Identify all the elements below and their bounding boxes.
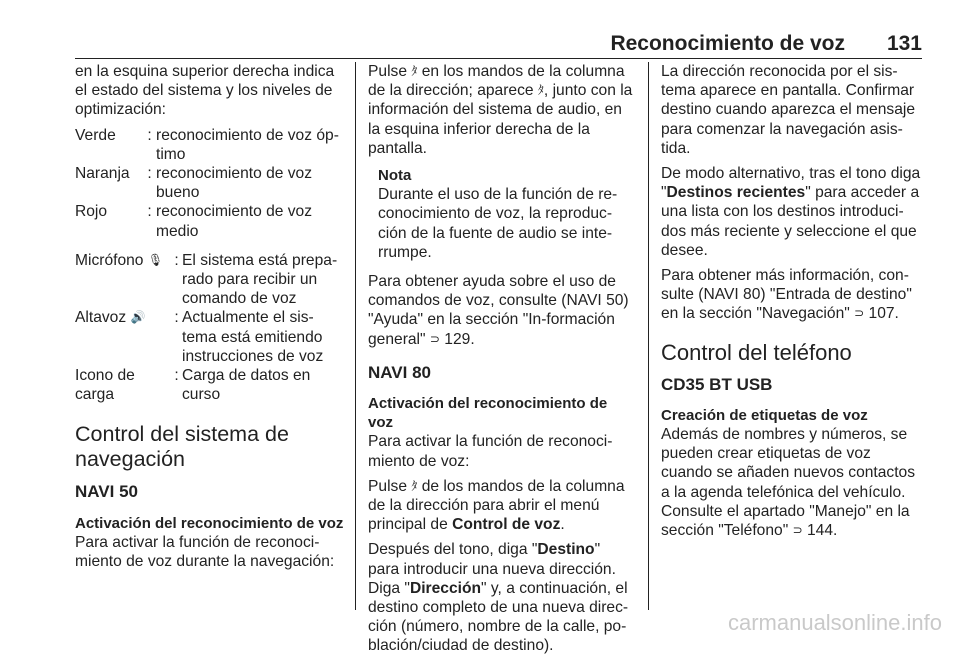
description: reconocimiento de voz medio bbox=[156, 203, 313, 240]
topic-title: Activación del reconocimiento de voz bbox=[75, 514, 344, 532]
watermark: carmanualsonline.info bbox=[727, 610, 942, 635]
description: El sistema está prepa-rado para recibir un comando de voz bbox=[182, 251, 338, 308]
list-item: Naranja : reconocimiento de voz bueno bbox=[75, 164, 345, 202]
status-icon-list bbox=[75, 251, 345, 405]
reference-arrow-icon: ⊃ bbox=[792, 523, 803, 538]
body-text: Para obtener más información, con-sulte (NAVI 80) "Entrada de destino" en la sección "Navegación" ⊃ 107. bbox=[661, 267, 912, 323]
body-text: Después del tono, diga "Destino" para introducir una nueva dirección. Diga "Dirección" y, a continuación, el destino completo de una nueva direc-ción (número, nombre de la calle, po-blación/ciudad de destino). bbox=[368, 541, 629, 655]
speaker-icon: 🔊 bbox=[130, 310, 146, 325]
body-text: Además de nombres y números, se pueden crear etiquetas de voz cuando se añaden nuevos contactos a la agenda telefónica del vehículo. Consulte el apartado "Manejo" en la sección "Teléfono" ⊃ 144. bbox=[661, 426, 916, 540]
note-text: Durante el uso de la función de re-conocimiento de voz, la reproduc-ción de la fuente de audio se inte-rrumpe. bbox=[378, 186, 618, 261]
list-item: Verde : reconocimiento de voz óp-timo bbox=[75, 126, 345, 164]
body-text: Pulse ﾀ en los mandos de la columna de la dirección; aparece ﾀ, junto con la información del sistema de audio, en la esquina inferior derecha de la pantalla. bbox=[368, 63, 633, 157]
body-text: De modo alternativo, tras el tono diga "Destinos recientes" para acceder a una lista con los destinos introduci-dos más reciente y seleccione el que desee. bbox=[661, 165, 921, 259]
description: reconocimiento de voz óp-timo bbox=[156, 126, 339, 163]
section-title-phone: Control del teléfono bbox=[661, 339, 852, 365]
subsection-navi-80: NAVI 80 bbox=[368, 362, 431, 382]
column-1 bbox=[75, 62, 345, 577]
topic-title: Activación del reconocimiento de voz bbox=[368, 395, 608, 432]
column-3 bbox=[661, 62, 926, 546]
description: Actualmente el sis-tema está emitiendo instrucciones de voz bbox=[182, 309, 324, 365]
term: Naranja bbox=[75, 165, 130, 183]
page-number: 131 bbox=[886, 32, 922, 55]
note-title: Nota bbox=[378, 167, 412, 185]
microphone-icon: 🎙 bbox=[147, 252, 164, 267]
term: Rojo bbox=[75, 203, 108, 221]
body-text: Para activar la función de reconoci-miento de voz durante la navegación: bbox=[75, 533, 335, 571]
voice-control-icon: ﾀ bbox=[411, 478, 418, 493]
note-box bbox=[378, 166, 634, 262]
term: Verde bbox=[75, 126, 116, 144]
body-text: La dirección reconocida por el sis-tema aparece en pantalla. Confirmar destino cuando aparezca el mensaje para comenzar la navegación asis-tida. bbox=[661, 63, 915, 157]
status-color-list bbox=[75, 126, 345, 241]
subsection-navi-50: NAVI 50 bbox=[75, 482, 138, 502]
header-rule bbox=[75, 58, 922, 59]
list-item: Micrófono 🎙 : El sistema está prepa-rado para recibir un comando de voz bbox=[75, 251, 345, 309]
description: Carga de datos en curso bbox=[182, 367, 311, 404]
intro-text: en la esquina superior derecha indica el estado del sistema y los niveles de optimización: bbox=[75, 63, 335, 119]
page-title: Reconocimiento de voz bbox=[610, 32, 845, 55]
page-header bbox=[0, 0, 960, 58]
topic-title: Creación de etiquetas de voz bbox=[661, 406, 868, 424]
subsection-cd35: CD35 BT USB bbox=[661, 374, 773, 394]
term: Icono de carga bbox=[75, 367, 135, 404]
description: reconocimiento de voz bueno bbox=[156, 165, 313, 202]
column-divider-2 bbox=[648, 62, 649, 610]
body-text: Pulse ﾀ de los mandos de la columna de la dirección para abrir el menú principal de Control de voz. bbox=[368, 477, 625, 534]
column-2 bbox=[368, 62, 634, 662]
list-item: Icono de carga : Carga de datos en curso bbox=[75, 366, 345, 404]
column-divider-1 bbox=[355, 62, 356, 610]
reference-arrow-icon: ⊃ bbox=[854, 306, 865, 321]
body-text: Para activar la función de reconoci-miento de voz: bbox=[368, 433, 613, 470]
body-text: Para obtener ayuda sobre el uso de comandos de voz, consulte (NAVI 50) "Ayuda" en la sección "In-formación general" ⊃ 129. bbox=[368, 273, 629, 348]
list-item: Altavoz 🔊 : Actualmente el sis-tema está emitiendo instrucciones de voz bbox=[75, 308, 345, 366]
term: Micrófono 🎙 bbox=[75, 251, 164, 269]
voice-control-icon: ﾀ bbox=[411, 64, 418, 78]
section-title-navigation: Control del sistema de navegación bbox=[75, 422, 289, 472]
term: Altavoz 🔊 bbox=[75, 309, 146, 327]
reference-arrow-icon: ⊃ bbox=[429, 331, 440, 346]
voice-control-icon: ﾀ bbox=[537, 83, 544, 98]
list-item: Rojo : reconocimiento de voz medio bbox=[75, 202, 345, 240]
